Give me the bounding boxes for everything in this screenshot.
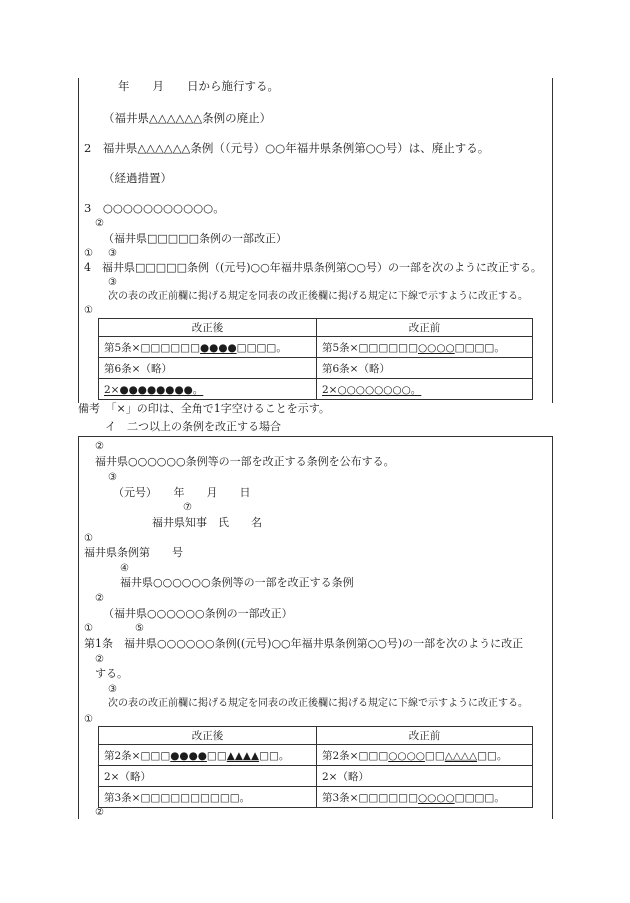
header-after: 改正後: [99, 727, 317, 745]
text-segment: □□。: [259, 749, 290, 762]
table-row: [99, 766, 533, 787]
note-marker: ⑤: [135, 623, 144, 634]
note-marker: ①: [84, 623, 93, 634]
text-segment: 第6条×（略）: [322, 362, 390, 375]
article-1-continuation: する。: [95, 667, 128, 680]
cell-after: [99, 787, 317, 808]
note-marker: ②: [95, 654, 104, 665]
text-segment: □□□□。: [454, 791, 505, 804]
underlined-segment: ○○○○: [418, 791, 455, 804]
note-marker: ④: [120, 563, 129, 574]
text-segment: 2×（略）: [322, 770, 369, 783]
note-marker: ③: [108, 248, 117, 259]
note-marker: ③: [108, 472, 117, 483]
underlined-segment: ○○○○: [388, 749, 425, 762]
text-segment: 第6条×（略）: [104, 362, 172, 375]
cell-before: [317, 358, 533, 379]
table-header-row: [99, 319, 533, 337]
note-marker: ①: [84, 305, 93, 316]
header-after: 改正後: [99, 319, 317, 337]
text-segment: □□: [424, 749, 445, 762]
text-segment: □□□□。: [454, 341, 505, 354]
remark-note: 備考 「×」の印は、全角で1字空けることを示す。: [78, 402, 330, 415]
cell-before: [317, 766, 533, 787]
text-segment: 第3条×□□□□□□: [322, 791, 419, 804]
header-before: 改正前: [317, 319, 533, 337]
note-marker: ②: [95, 593, 104, 604]
note-marker: ⑦: [183, 502, 192, 513]
note-marker: ①: [84, 533, 93, 544]
cell-before: [317, 787, 533, 808]
enforcement-date-line: 年 月 日から施行する。: [118, 79, 279, 93]
header-before: 改正前: [317, 727, 533, 745]
section-subheading: イ 二つ以上の条例を改正する場合: [105, 420, 281, 433]
cell-before: [317, 337, 533, 358]
cell-after: [99, 337, 317, 358]
note-marker: ①: [84, 248, 93, 259]
article-3: 3 ○○○○○○○○○○○。: [84, 201, 225, 215]
cell-after: [99, 745, 317, 766]
table-row: [99, 745, 533, 766]
amendment-heading: （福井県○○○○○○条例の一部改正）: [103, 607, 293, 620]
underlined-segment: ●●●●: [170, 749, 207, 762]
text-segment: □□。: [477, 749, 508, 762]
underlined-segment: ○○○○: [418, 341, 455, 354]
revision-table-1: [98, 318, 533, 400]
cell-after: [99, 358, 317, 379]
underlined-segment: ●●●●: [200, 341, 237, 354]
note-marker: ①: [84, 714, 93, 725]
text-segment: 第3条×□□□□□□□□□□。: [104, 791, 251, 804]
article-4-amendment: 4 福井県□□□□□条例（(元号)○○年福井県条例第○○号）の一部を次のように改正する。: [84, 261, 542, 274]
note-marker: ②: [95, 807, 104, 818]
text-segment: 第5条×□□□□□□: [104, 341, 201, 354]
table-row: [99, 337, 533, 358]
text-segment: □□: [206, 749, 227, 762]
ordinance-number: 福井県条例第 号: [84, 546, 183, 559]
table-row: [99, 358, 533, 379]
promulgation-line: 福井県○○○○○○条例等の一部を改正する条例を公布する。: [95, 455, 395, 468]
revision-table-2: [98, 726, 533, 808]
text-segment: 第5条×□□□□□□: [322, 341, 419, 354]
underlined-segment: △△△△: [444, 749, 478, 762]
underlined-segment: 2×●●●●●●●●。: [104, 383, 204, 396]
text-segment: 第2条×□□□: [104, 749, 171, 762]
table-row: [99, 379, 533, 400]
underlined-segment: ▲▲▲▲: [226, 749, 260, 762]
repeal-heading: （福井県△△△△△△条例の廃止）: [103, 111, 272, 125]
cell-after: [99, 766, 317, 787]
underlined-segment: 2×○○○○○○○○。: [322, 383, 422, 396]
table-header-row: [99, 727, 533, 745]
note-marker: ③: [108, 277, 117, 288]
article-2-repeal: 2 福井県△△△△△△条例（（元号）○○年福井県条例第○○号）は、廃止する。: [84, 141, 490, 155]
cell-before: [317, 745, 533, 766]
amendment-heading: （福井県□□□□□条例の一部改正）: [103, 232, 287, 245]
text-segment: □□□□。: [236, 341, 287, 354]
instruction-line: 次の表の改正前欄に掲げる規定を同表の改正後欄に掲げる規定に下線で示すように改正する。: [108, 291, 528, 302]
note-marker: ②: [95, 441, 104, 452]
ordinance-title: 福井県○○○○○○条例等の一部を改正する条例: [120, 576, 354, 589]
instruction-line: 次の表の改正前欄に掲げる規定を同表の改正後欄に掲げる規定に下線で示すように改正する。: [108, 698, 528, 709]
table-row: [99, 787, 533, 808]
note-marker: ③: [108, 684, 117, 695]
text-segment: 2×（略）: [104, 770, 151, 783]
governor-signature-line: 福井県知事 氏 名: [152, 516, 262, 529]
cell-after: [99, 379, 317, 400]
article-1-amendment: 第1条 福井県○○○○○○条例((元号)○○年福井県条例第○○号)の一部を次のように改正: [84, 637, 524, 650]
promulgation-date: （元号） 年 月 日: [113, 486, 251, 499]
cell-before: [317, 379, 533, 400]
transitional-heading: （経過措置）: [103, 171, 172, 185]
note-marker: ②: [95, 218, 104, 229]
text-segment: 第2条×□□□: [322, 749, 389, 762]
